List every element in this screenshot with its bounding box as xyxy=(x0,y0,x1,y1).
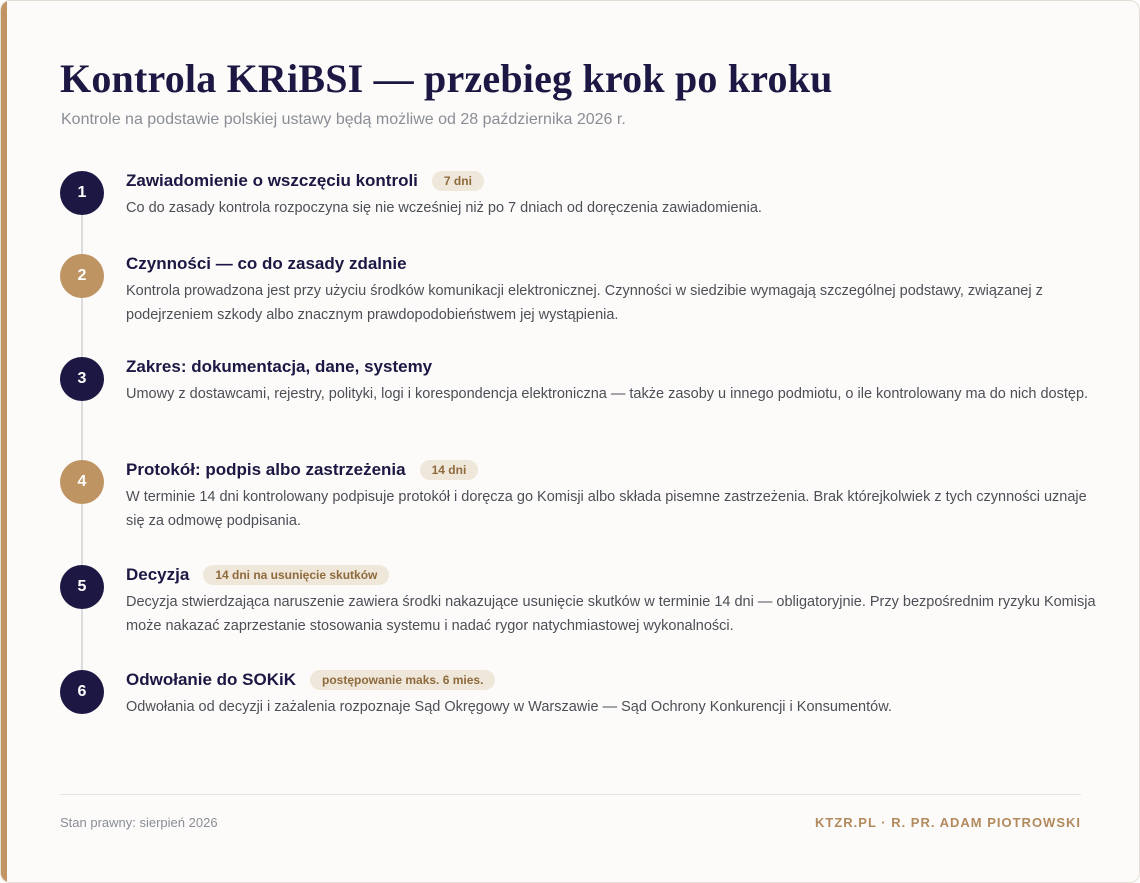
step-number-badge: 6 xyxy=(60,670,104,714)
step-duration-badge: 14 dni xyxy=(420,460,479,480)
left-accent-bar xyxy=(1,1,7,882)
page-title: Kontrola KRiBSI — przebieg krok po kroku xyxy=(60,56,833,101)
step-title: Decyzja xyxy=(126,565,190,584)
footer-divider xyxy=(60,794,1081,795)
step-number-badge: 5 xyxy=(60,565,104,609)
step-title: Zakres: dokumentacja, dane, systemy xyxy=(126,357,433,376)
step-description: W terminie 14 dni kontrolowany podpisuje protokół i doręcza go Komisji albo składa pisemne zastrzeżenia. Brak którejkolwiek z tych czynności uznaje się za odmowę podpisania. xyxy=(126,489,1087,529)
step-body xyxy=(126,357,1101,407)
step-body xyxy=(126,565,1101,638)
step-title: Protokół: podpis albo zastrzeżenia xyxy=(126,460,406,479)
step-number-badge: 3 xyxy=(60,357,104,401)
step-description: Kontrola prowadzona jest przy użyciu środków komunikacji elektronicznej. Czynności w siedzibie wymagają szczególnej podstawy, związanej z podejrzeniem szkody albo znacznym prawdopodobieństwem jej wystąpienia. xyxy=(126,283,1043,323)
legal-status-note: Stan prawny: sierpień 2026 xyxy=(60,815,218,830)
step-description: Decyzja stwierdzająca naruszenie zawiera środki nakazujące usunięcie skutków w terminie 14 dni — obligatoryjnie. Przy bezpośrednim ryzyku Komisja może nakazać zaprzestanie stosowania systemu i nadać rygor natychmiastowej wykonalności. xyxy=(126,594,1096,634)
step-title: Odwołanie do SOKiK xyxy=(126,670,297,689)
step-body xyxy=(126,171,1101,221)
step-duration-badge: postępowanie maks. 6 mies. xyxy=(310,670,495,690)
step-description: Co do zasady kontrola rozpoczyna się nie wcześniej niż po 7 dniach od doręczenia zawiadomienia. xyxy=(126,200,762,216)
step-duration-badge: 7 dni xyxy=(432,171,484,191)
page-subtitle: Kontrole na podstawie polskiej ustawy będą możliwe od 28 października 2026 r. xyxy=(61,111,626,128)
step-body xyxy=(126,670,1101,720)
step-description: Odwołania od decyzji i zażalenia rozpoznaje Sąd Okręgowy w Warszawie — Sąd Ochrony Konkurencji i Konsumentów. xyxy=(126,699,892,715)
step-number-badge: 2 xyxy=(60,254,104,298)
step-body xyxy=(126,460,1101,533)
step-title: Zawiadomienie o wszczęciu kontroli xyxy=(126,171,418,190)
step-number-badge: 4 xyxy=(60,460,104,504)
author-credit: KTZR.PL · R. PR. ADAM PIOTROWSKI xyxy=(815,815,1081,830)
step-title: Czynności — co do zasady zdalnie xyxy=(126,254,407,273)
step-duration-badge: 14 dni na usunięcie skutków xyxy=(203,565,389,585)
step-body xyxy=(126,254,1101,327)
step-description: Umowy z dostawcami, rejestry, polityki, logi i korespondencja elektroniczna — także zasoby u innego podmiotu, o ile kontrolowany ma do nich dostęp. xyxy=(126,386,1089,402)
step-number-badge: 1 xyxy=(60,171,104,215)
